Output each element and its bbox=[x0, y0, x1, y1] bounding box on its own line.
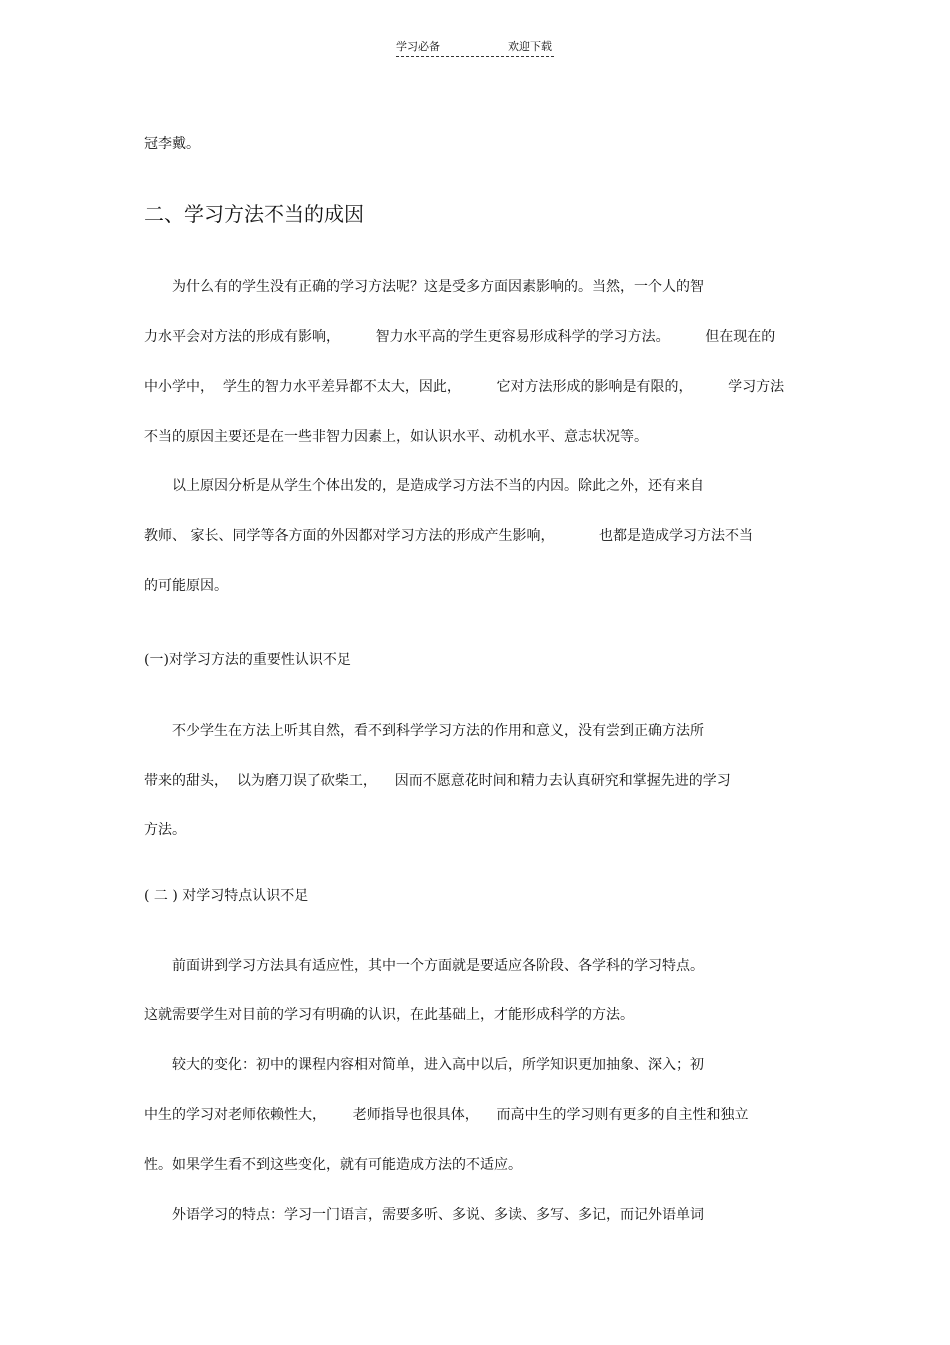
paragraph-line: 以上原因分析是从学生个体出发的，是造成学习方法不当的内因。除此之外，还有来自 bbox=[172, 478, 704, 494]
section-title: 二、学习方法不当的成因 bbox=[144, 202, 364, 226]
paragraph-line: 不少学生在方法上听其自然，看不到科学学习方法的作用和意义，没有尝到正确方法所 bbox=[172, 723, 704, 739]
header-left-text: 学习必备 bbox=[396, 40, 440, 53]
paragraph-line: 中小学中， 学生的智力水平差异都不太大，因此， 它对方法形成的影响是有限的， 学习方法 bbox=[144, 379, 785, 395]
paragraph-line: 中生的学习对老师依赖性大， 老师指导也很具体， 而高中生的学习则有更多的自主性和独立 bbox=[144, 1107, 749, 1123]
paragraph-line: 外语学习的特点：学习一门语言，需要多听、多说、多读、多写、多记，而记外语单词 bbox=[172, 1207, 704, 1223]
paragraph-line: 性。如果学生看不到这些变化，就有可能造成方法的不适应。 bbox=[144, 1157, 522, 1173]
paragraph-line: 力水平会对方法的形成有影响， 智力水平高的学生更容易形成科学的学习方法。 但在现在的 bbox=[144, 329, 776, 345]
page-header bbox=[396, 40, 554, 57]
paragraph-line: 教师、 家长、同学等各方面的外因都对学习方法的形成产生影响， 也都是造成学习方法不当 bbox=[144, 528, 753, 544]
continued-fragment: 冠李戴。 bbox=[144, 136, 200, 152]
paragraph-line: 方法。 bbox=[144, 822, 186, 838]
paragraph-line: 较大的变化：初中的课程内容相对简单，进入高中以后，所学知识更加抽象、深入；初 bbox=[172, 1057, 704, 1073]
subsection-title: (一)对学习方法的重要性认识不足 bbox=[144, 652, 351, 668]
paragraph-line: 前面讲到学习方法具有适应性，其中一个方面就是要适应各阶段、各学科的学习特点。 bbox=[172, 958, 704, 974]
paragraph-line: 的可能原因。 bbox=[144, 578, 228, 594]
paragraph-line: 不当的原因主要还是在一些非智力因素上，如认识水平、动机水平、意志状况等。 bbox=[144, 429, 648, 445]
header-right-text: 欢迎下载 bbox=[508, 40, 552, 53]
paragraph-line: 为什么有的学生没有正确的学习方法呢？这是受多方面因素影响的。当然，一个人的智 bbox=[172, 279, 704, 295]
paragraph-line: 带来的甜头， 以为磨刀误了砍柴工， 因而不愿意花时间和精力去认真研究和掌握先进的学习 bbox=[144, 773, 731, 789]
paragraph-line: 这就需要学生对目前的学习有明确的认识，在此基础上，才能形成科学的方法。 bbox=[144, 1007, 634, 1023]
subsection-title: ( 二 ) 对学习特点认识不足 bbox=[144, 888, 309, 904]
